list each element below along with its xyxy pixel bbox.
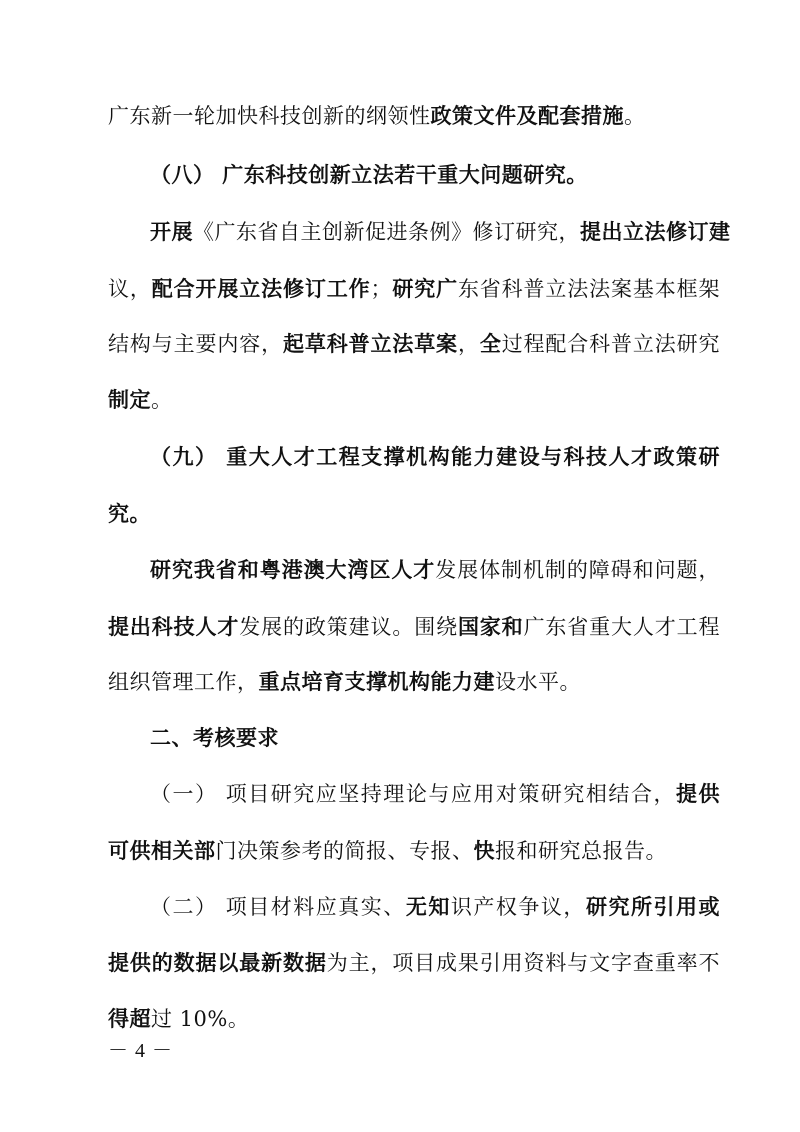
text-span: 发展体制机制的障碍和问题，: [435, 558, 720, 582]
text-span: 东省科普立法法案基本框架: [457, 277, 721, 301]
section-heading: [150, 723, 720, 753]
text-span: 议，: [108, 277, 152, 301]
text-span: 组织管理工作，: [108, 670, 259, 694]
bold-text-span: 起草科普立法草案: [282, 331, 458, 356]
text-span: 修订研究，: [472, 220, 580, 244]
text-span: 广东省重大人才工程: [523, 615, 721, 639]
text-span: 门决策参考的简报、专报、: [215, 839, 474, 863]
bold-text-span: 研究广: [391, 276, 458, 301]
text-span: （二） 项目材料应真实、: [150, 895, 406, 919]
heading-text: 究。: [108, 501, 151, 526]
text-span: 。: [151, 388, 173, 412]
bold-text-span: 制定: [108, 387, 151, 412]
text-span: 过 10%。: [151, 1007, 250, 1031]
heading-text: （八） 广东科技创新立法若干重大问题研究。: [150, 162, 588, 187]
bold-text-span: 快: [473, 838, 495, 863]
bold-text-span: 无知: [405, 894, 451, 919]
bold-text-span: 重点培育支撑机构能力建: [258, 669, 495, 694]
paragraph-line: [150, 555, 720, 585]
text-span: （一） 项目研究应坚持理论与应用对策研究相结合，: [150, 782, 676, 806]
text-span: 过程配合科普立法研究: [501, 332, 721, 356]
bold-text-span: 政策文件及配套措施: [430, 103, 624, 128]
text-span: 为主，项目成果引用资料与文字查重率不: [326, 951, 720, 975]
paragraph-line: [108, 101, 720, 131]
bold-text-span: 研究所引用或: [585, 894, 720, 919]
heading-text: 二、考核要求: [150, 725, 279, 750]
paragraph-line: [108, 274, 720, 304]
bold-text-span: 得超: [108, 1006, 151, 1031]
paragraph-line: [108, 1004, 720, 1034]
paragraph-line: [108, 329, 720, 359]
bold-text-span: 全: [479, 331, 502, 356]
text-span: 广东新一轮加快科技创新的纲领性: [108, 104, 431, 128]
page-number: － 4 －: [108, 1040, 173, 1062]
section-heading: [150, 442, 720, 472]
bold-text-span: 提供的数据以最新数据: [108, 950, 327, 975]
text-span: 《广东省自主创新促进条例》: [193, 220, 473, 244]
heading-text: （九） 重大人才工程支撑机构能力建设与科技人才政策研: [150, 444, 720, 469]
bold-text-span: 可供相关部: [108, 838, 216, 863]
bold-text-span: 提供: [675, 781, 720, 806]
paragraph-line: [108, 612, 720, 642]
text-span: 发展的政策建议。围绕: [239, 615, 458, 639]
section-heading-continued: [108, 499, 720, 529]
paragraph-line: [108, 948, 720, 978]
paragraph-line: [108, 667, 720, 697]
text-span: 。: [624, 104, 646, 128]
text-span: 报和研究总报告。: [495, 839, 667, 863]
paragraph-line: [150, 779, 720, 809]
bold-text-span: 开展: [150, 219, 193, 244]
text-span: ；: [370, 277, 392, 301]
paragraph-line: [150, 217, 731, 247]
paragraph-line: [150, 892, 720, 922]
text-span: ，: [457, 332, 480, 356]
bold-text-span: 提出立法修订建: [580, 219, 731, 244]
text-span: 设水平。: [495, 670, 581, 694]
text-span: 结构与主要内容，: [108, 332, 283, 356]
section-heading: [150, 160, 720, 190]
text-span: 识产权争议，: [450, 895, 586, 919]
bold-text-span: 提出科技人才: [108, 614, 240, 639]
bold-text-span: 国家和: [457, 614, 524, 639]
paragraph-line: [108, 385, 720, 415]
paragraph-line: [108, 836, 720, 866]
bold-text-span: 研究我省和粤港澳大湾区人才: [150, 557, 436, 582]
bold-text-span: 配合开展立法修订工作: [151, 276, 371, 301]
